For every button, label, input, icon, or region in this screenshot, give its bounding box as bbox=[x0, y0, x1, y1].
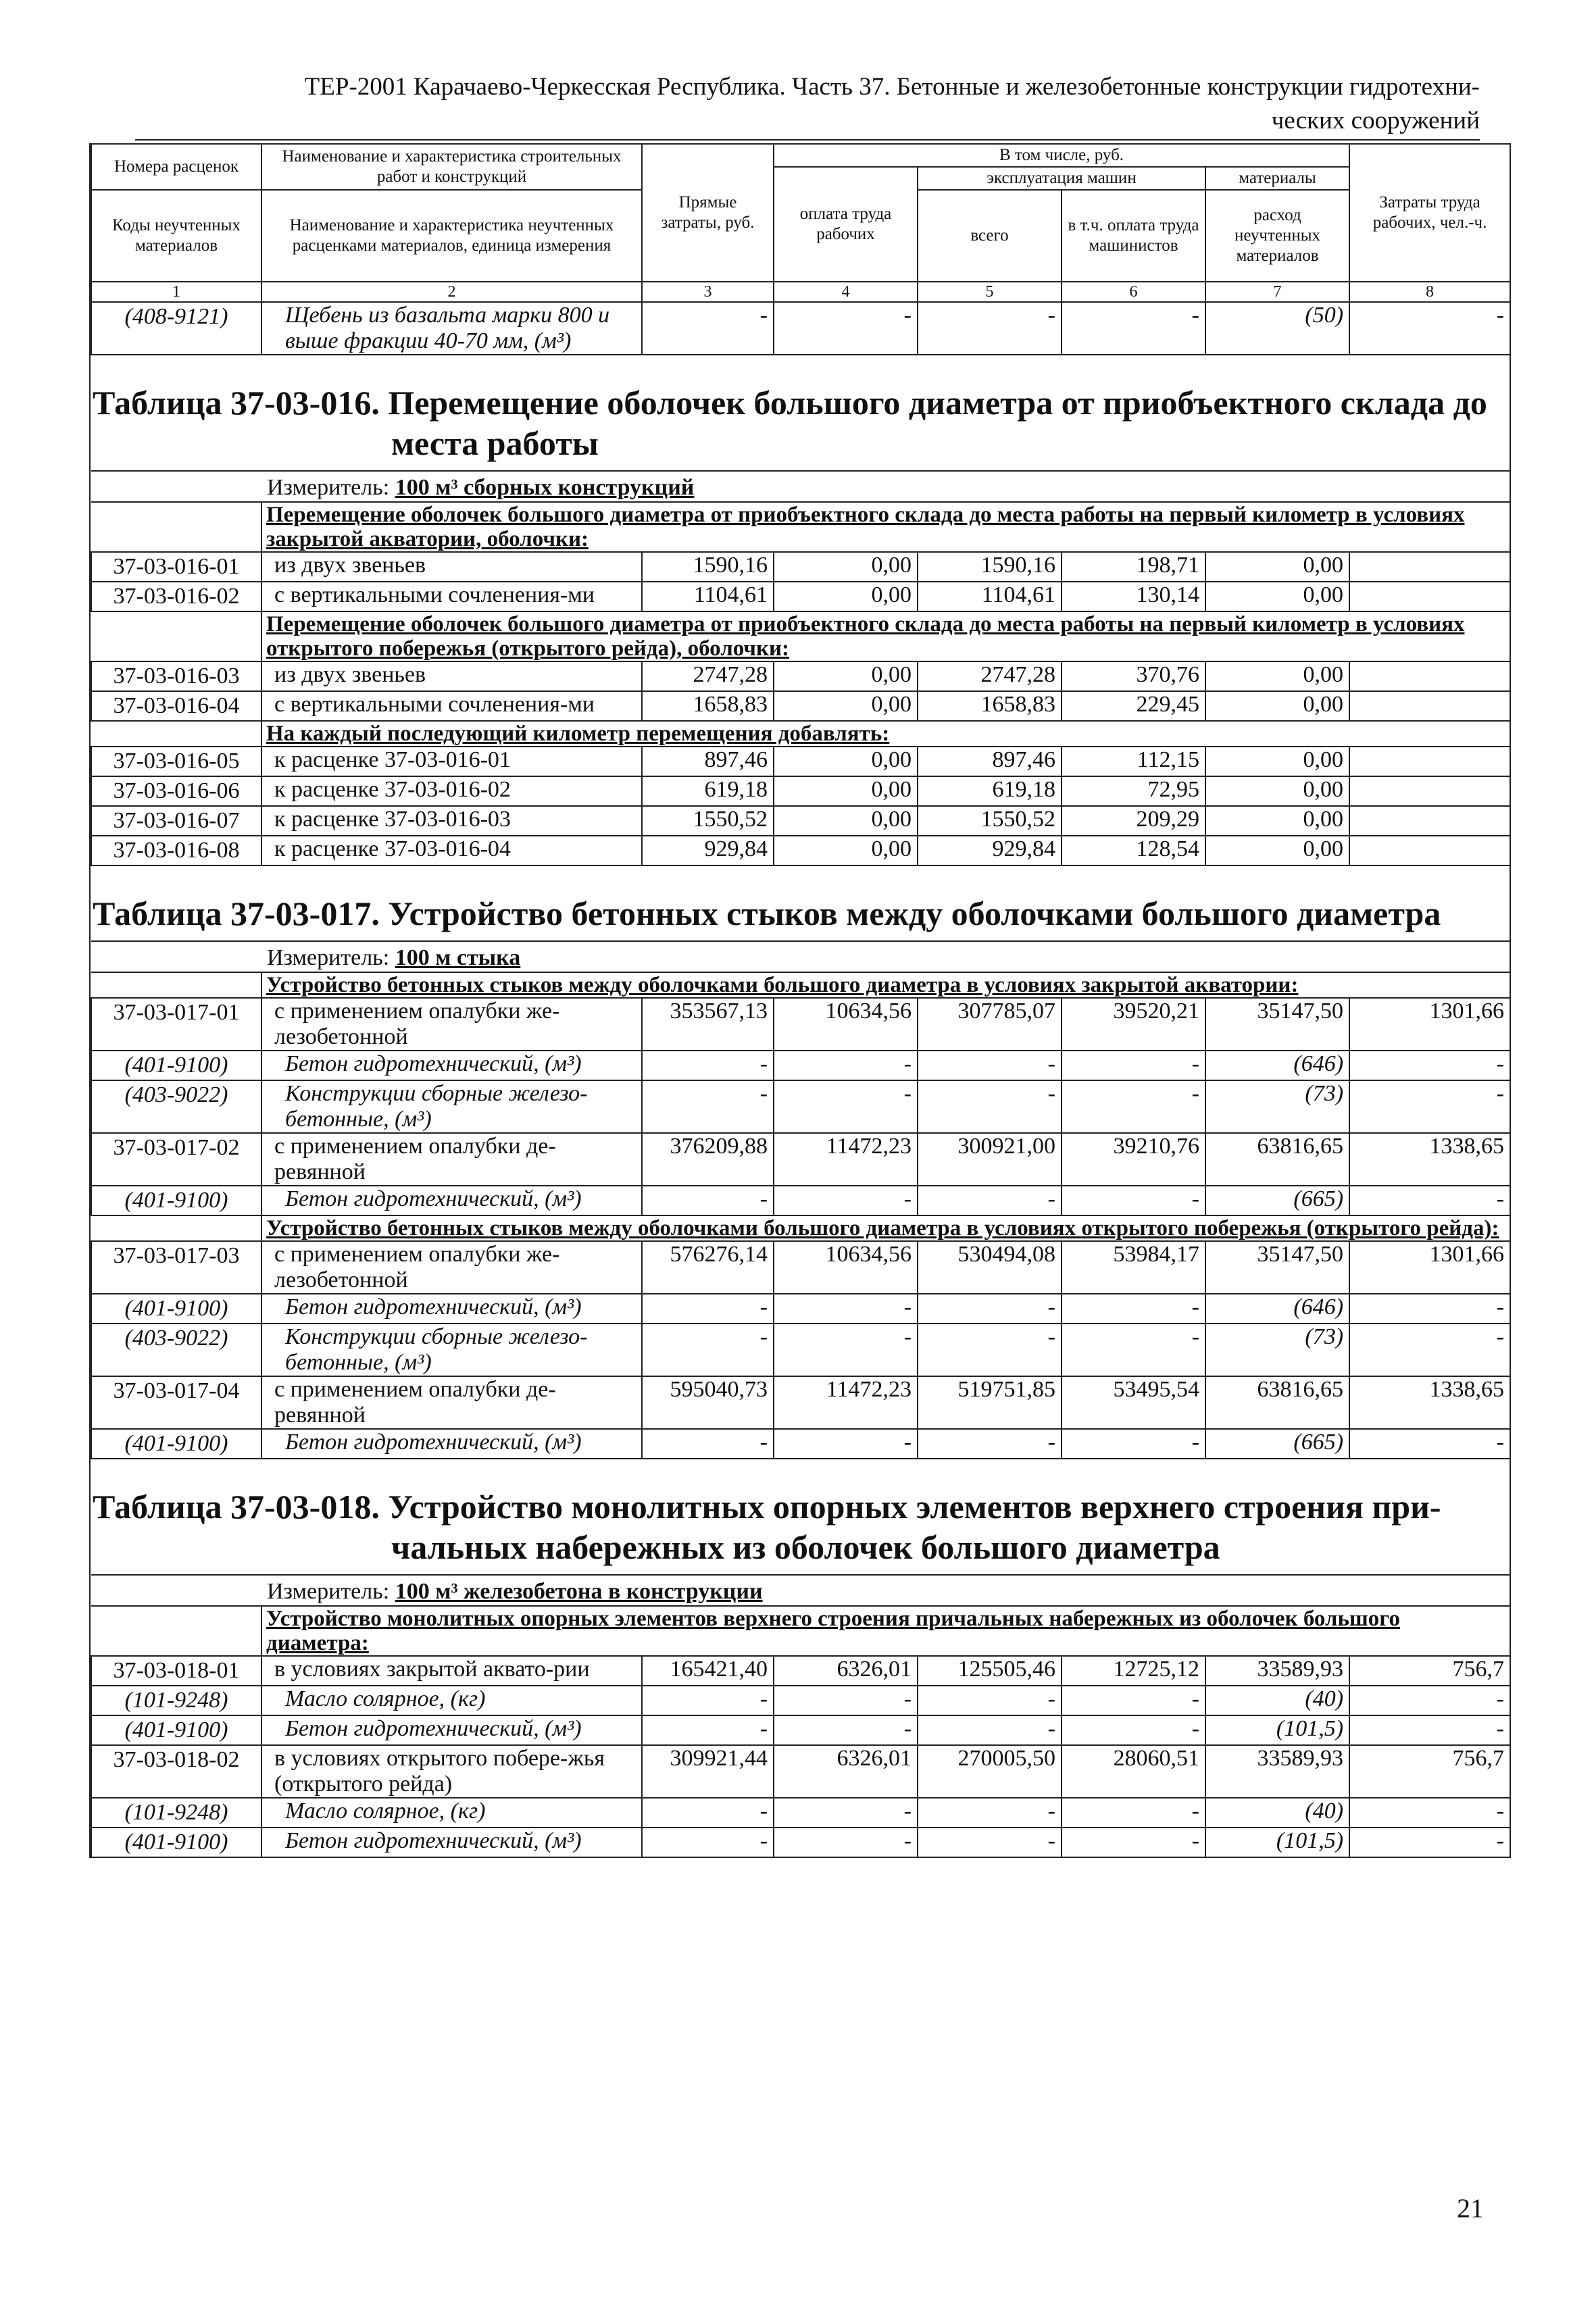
section-blank bbox=[91, 721, 261, 747]
rate-code: 37-03-017-02 bbox=[91, 1133, 261, 1186]
cell: 11472,23 bbox=[774, 1133, 918, 1186]
cell: 12725,12 bbox=[1062, 1656, 1205, 1686]
cell: 309921,44 bbox=[642, 1745, 774, 1798]
table-row bbox=[91, 552, 1510, 582]
cell: 929,84 bbox=[918, 836, 1062, 865]
cell: - bbox=[1062, 1686, 1205, 1715]
section-row bbox=[91, 1215, 1510, 1241]
cell: 619,18 bbox=[918, 776, 1062, 806]
table-title-line: Таблица 37-03-016. Перемещение оболочек большого диаметра от приобъектного склада до bbox=[93, 384, 1487, 422]
cell bbox=[1349, 747, 1510, 776]
cell: (101,5) bbox=[1205, 1828, 1349, 1857]
header-name: Наименование и характеристика строительных работ и конструкций bbox=[261, 144, 642, 190]
table-row bbox=[91, 776, 1510, 806]
table-row bbox=[91, 1686, 1510, 1715]
cell: - bbox=[1062, 1186, 1205, 1215]
section-cell bbox=[261, 721, 1510, 747]
cell: - bbox=[1349, 1828, 1510, 1857]
table-row bbox=[91, 1828, 1510, 1857]
cell: 229,45 bbox=[1062, 691, 1205, 721]
cell: 1658,83 bbox=[642, 691, 774, 721]
running-head-line1: ТЕР-2001 Карачаево-Черкесская Республика. Часть 37. Бетонные и железобетонные конструкции гидротехни- bbox=[304, 73, 1480, 101]
col-number: 6 bbox=[1062, 282, 1205, 302]
cell: 2747,28 bbox=[642, 661, 774, 691]
table-row bbox=[91, 1376, 1510, 1429]
rate-code: (401-9100) bbox=[91, 1429, 261, 1459]
rate-name: Масло солярное, (кг) bbox=[261, 1686, 642, 1715]
table-row bbox=[91, 1745, 1510, 1798]
col-number: 7 bbox=[1205, 282, 1349, 302]
cell: - bbox=[1062, 1051, 1205, 1080]
table-row bbox=[91, 302, 1510, 355]
cell: 0,00 bbox=[774, 552, 918, 582]
rate-code: 37-03-017-01 bbox=[91, 998, 261, 1051]
rate-name: к расценке 37-03-016-01 bbox=[261, 747, 642, 776]
cell: - bbox=[1349, 302, 1510, 355]
measure-row bbox=[91, 471, 1510, 502]
section-cell bbox=[261, 611, 1510, 661]
measure-row bbox=[91, 1575, 1510, 1606]
header-material-codes: Коды неучтенных материалов bbox=[91, 190, 261, 282]
header-group: В том числе, руб. bbox=[774, 144, 1349, 167]
cell: - bbox=[774, 1186, 918, 1215]
rates-document bbox=[89, 143, 1511, 1858]
cell: 756,7 bbox=[1349, 1656, 1510, 1686]
rate-code: (101-9248) bbox=[91, 1686, 261, 1715]
cell: - bbox=[1349, 1294, 1510, 1324]
rate-code: 37-03-016-06 bbox=[91, 776, 261, 806]
header-machines: эксплуатация машин bbox=[918, 167, 1205, 190]
header-wages: оплата труда рабочих bbox=[774, 167, 918, 282]
rate-name: Конструкции сборные железо-бетонные, (м³) bbox=[261, 1080, 642, 1133]
cell: 39520,21 bbox=[1062, 998, 1205, 1051]
cell: 33589,93 bbox=[1205, 1656, 1349, 1686]
rate-name: с применением опалубки де-ревянной bbox=[261, 1376, 642, 1429]
cell: - bbox=[642, 302, 774, 355]
cell: 0,00 bbox=[1205, 836, 1349, 865]
cell: 72,95 bbox=[1062, 776, 1205, 806]
col-number: 2 bbox=[261, 282, 642, 302]
cell: 270005,50 bbox=[918, 1745, 1062, 1798]
rate-name: с применением опалубки же-лезобетонной bbox=[261, 1241, 642, 1294]
cell: - bbox=[1062, 1798, 1205, 1828]
cell: 0,00 bbox=[1205, 691, 1349, 721]
rate-name: с применением опалубки де-ревянной bbox=[261, 1133, 642, 1186]
cell: - bbox=[1349, 1051, 1510, 1080]
cell: - bbox=[918, 1080, 1062, 1133]
material-name: Щебень из базальта марки 800 и выше фракции 40-70 мм, (м³) bbox=[261, 302, 642, 355]
cell: - bbox=[918, 302, 1062, 355]
cell: 35147,50 bbox=[1205, 1241, 1349, 1294]
cell: 53495,54 bbox=[1062, 1376, 1205, 1429]
rate-name: из двух звеньев bbox=[261, 661, 642, 691]
cell: 2747,28 bbox=[918, 661, 1062, 691]
col-number: 4 bbox=[774, 282, 918, 302]
cell: - bbox=[1062, 1080, 1205, 1133]
cell: - bbox=[1062, 302, 1205, 355]
cell: - bbox=[774, 1828, 918, 1857]
cell: - bbox=[1349, 1715, 1510, 1745]
cell: (665) bbox=[1205, 1186, 1349, 1215]
cell: 0,00 bbox=[774, 747, 918, 776]
cell: (101,5) bbox=[1205, 1715, 1349, 1745]
table-header bbox=[91, 144, 1510, 302]
cell: - bbox=[1349, 1324, 1510, 1376]
rate-name: Бетон гидротехнический, (м³) bbox=[261, 1051, 642, 1080]
cell: - bbox=[918, 1715, 1062, 1745]
cell: 0,00 bbox=[1205, 552, 1349, 582]
table-title bbox=[91, 865, 1510, 941]
table-row bbox=[91, 998, 1510, 1051]
section-blank bbox=[91, 1215, 261, 1241]
header-machines-total: всего bbox=[918, 190, 1062, 282]
cell: 519751,85 bbox=[918, 1376, 1062, 1429]
rate-name: в условиях закрытой аквато-рии bbox=[261, 1656, 642, 1686]
measure-label: Измеритель: bbox=[267, 945, 395, 970]
cell: - bbox=[918, 1828, 1062, 1857]
cell: 198,71 bbox=[1062, 552, 1205, 582]
rate-code: (401-9100) bbox=[91, 1294, 261, 1324]
cell: (646) bbox=[1205, 1294, 1349, 1324]
cell: - bbox=[774, 302, 918, 355]
page-number: 21 bbox=[1457, 2193, 1484, 2223]
cell: 1104,61 bbox=[918, 582, 1062, 611]
section-title: На каждый последующий километр перемещения добавлять: bbox=[266, 722, 890, 746]
rate-code: 37-03-016-07 bbox=[91, 806, 261, 836]
rate-code: (403-9022) bbox=[91, 1324, 261, 1376]
cell: - bbox=[642, 1080, 774, 1133]
cell: 929,84 bbox=[642, 836, 774, 865]
measure-label: Измеритель: bbox=[267, 475, 395, 500]
table-title-line: места работы bbox=[391, 424, 599, 462]
section-blank bbox=[91, 611, 261, 661]
rate-code: (401-9100) bbox=[91, 1715, 261, 1745]
cell bbox=[1349, 661, 1510, 691]
table-row bbox=[91, 1241, 1510, 1294]
cell: - bbox=[774, 1429, 918, 1459]
cell: 619,18 bbox=[642, 776, 774, 806]
cell: 35147,50 bbox=[1205, 998, 1349, 1051]
cell bbox=[1349, 582, 1510, 611]
header-machinists-wages: в т.ч. оплата труда машинистов bbox=[1062, 190, 1205, 282]
cell: 1338,65 bbox=[1349, 1133, 1510, 1186]
rate-code: 37-03-016-02 bbox=[91, 582, 261, 611]
rate-name: с вертикальными сочленения-ми bbox=[261, 691, 642, 721]
cell: 1301,66 bbox=[1349, 1241, 1510, 1294]
cell: - bbox=[918, 1186, 1062, 1215]
rate-name: Бетон гидротехнический, (м³) bbox=[261, 1186, 642, 1215]
section-blank bbox=[91, 1606, 261, 1656]
cell: 165421,40 bbox=[642, 1656, 774, 1686]
cell: 6326,01 bbox=[774, 1656, 918, 1686]
rate-name: Бетон гидротехнический, (м³) bbox=[261, 1715, 642, 1745]
section-title: Устройство бетонных стыков между оболочками большого диаметра в условиях закрытой акватории: bbox=[266, 973, 1299, 997]
measure-label: Измеритель: bbox=[267, 1579, 395, 1604]
header-materials-use: расход неучтенных материалов bbox=[1205, 190, 1349, 282]
measure-row bbox=[91, 941, 1510, 972]
running-head bbox=[135, 70, 1480, 141]
table-title bbox=[91, 355, 1510, 471]
cell: 1550,52 bbox=[642, 806, 774, 836]
cell: 130,14 bbox=[1062, 582, 1205, 611]
rates-table bbox=[91, 143, 1511, 1858]
rate-code: 37-03-016-03 bbox=[91, 661, 261, 691]
section-title: Устройство бетонных стыков между оболочками большого диаметра в условиях открытого побережья (открытого рейда): bbox=[266, 1216, 1499, 1240]
cell: - bbox=[1062, 1828, 1205, 1857]
col-number: 8 bbox=[1349, 282, 1510, 302]
rate-code: 37-03-016-01 bbox=[91, 552, 261, 582]
rate-name: Конструкции сборные железо-бетонные, (м³) bbox=[261, 1324, 642, 1376]
cell: - bbox=[642, 1715, 774, 1745]
cell bbox=[1349, 836, 1510, 865]
header-codes: Номера расценок bbox=[91, 144, 261, 190]
cell: - bbox=[642, 1294, 774, 1324]
cell: - bbox=[918, 1294, 1062, 1324]
cell: - bbox=[1062, 1324, 1205, 1376]
rate-code: (101-9248) bbox=[91, 1798, 261, 1828]
header-numbers bbox=[91, 282, 1510, 302]
rate-code: 37-03-016-04 bbox=[91, 691, 261, 721]
table-row bbox=[91, 1715, 1510, 1745]
rate-code: (401-9100) bbox=[91, 1051, 261, 1080]
rate-name: к расценке 37-03-016-03 bbox=[261, 806, 642, 836]
cell: 128,54 bbox=[1062, 836, 1205, 865]
cell: 1550,52 bbox=[918, 806, 1062, 836]
rate-code: 37-03-017-04 bbox=[91, 1376, 261, 1429]
cell: 0,00 bbox=[1205, 806, 1349, 836]
cell: 53984,17 bbox=[1062, 1241, 1205, 1294]
col-number: 1 bbox=[91, 282, 261, 302]
section-cell bbox=[261, 972, 1510, 998]
measure-value: 100 м³ сборных конструкций bbox=[395, 475, 695, 500]
cell: 1658,83 bbox=[918, 691, 1062, 721]
cell: 6326,01 bbox=[774, 1745, 918, 1798]
cell: (40) bbox=[1205, 1686, 1349, 1715]
rate-name: к расценке 37-03-016-04 bbox=[261, 836, 642, 865]
cell: (73) bbox=[1205, 1080, 1349, 1133]
cell: - bbox=[642, 1324, 774, 1376]
cell: 353567,13 bbox=[642, 998, 774, 1051]
cell: 307785,07 bbox=[918, 998, 1062, 1051]
cell: (73) bbox=[1205, 1324, 1349, 1376]
cell: 112,15 bbox=[1062, 747, 1205, 776]
cell: 0,00 bbox=[1205, 776, 1349, 806]
cell: 28060,51 bbox=[1062, 1745, 1205, 1798]
cell: (646) bbox=[1205, 1051, 1349, 1080]
table-row bbox=[91, 1186, 1510, 1215]
cell: (665) bbox=[1205, 1429, 1349, 1459]
cell: 0,00 bbox=[1205, 747, 1349, 776]
cell: - bbox=[774, 1051, 918, 1080]
rate-code: 37-03-018-02 bbox=[91, 1745, 261, 1798]
rate-name: с применением опалубки же-лезобетонной bbox=[261, 998, 642, 1051]
running-head-line2: ческих сооружений bbox=[1271, 107, 1480, 134]
table-title-line: Таблица 37-03-017. Устройство бетонных стыков между оболочками большого диаметра bbox=[93, 895, 1441, 932]
table-row bbox=[91, 1324, 1510, 1376]
cell: 897,46 bbox=[642, 747, 774, 776]
table-row bbox=[91, 582, 1510, 611]
table-row bbox=[91, 1080, 1510, 1133]
cell: 1338,65 bbox=[1349, 1376, 1510, 1429]
table-row bbox=[91, 836, 1510, 865]
cell: 595040,73 bbox=[642, 1376, 774, 1429]
cell: - bbox=[774, 1715, 918, 1745]
table-title-line: Таблица 37-03-018. Устройство монолитных опорных элементов верхнего строения при- bbox=[93, 1488, 1441, 1526]
measure-value: 100 м стыка bbox=[395, 945, 521, 970]
cell bbox=[1349, 776, 1510, 806]
cell bbox=[1349, 691, 1510, 721]
cell: 530494,08 bbox=[918, 1241, 1062, 1294]
cell bbox=[1349, 806, 1510, 836]
cell: 376209,88 bbox=[642, 1133, 774, 1186]
table-row bbox=[91, 661, 1510, 691]
rate-code: (403-9022) bbox=[91, 1080, 261, 1133]
cell: 63816,65 bbox=[1205, 1376, 1349, 1429]
cell: - bbox=[642, 1686, 774, 1715]
table-title bbox=[91, 1459, 1510, 1575]
cell: 10634,56 bbox=[774, 1241, 918, 1294]
cell: 1590,16 bbox=[918, 552, 1062, 582]
col-number: 3 bbox=[642, 282, 774, 302]
table-row bbox=[91, 1798, 1510, 1828]
cell: - bbox=[1062, 1715, 1205, 1745]
rate-name: Бетон гидротехнический, (м³) bbox=[261, 1828, 642, 1857]
section-title: Устройство монолитных опорных элементов верхнего строения причальных набережных из оболочек большого диаметра: bbox=[266, 1607, 1400, 1655]
cell: - bbox=[642, 1798, 774, 1828]
cell: - bbox=[1062, 1429, 1205, 1459]
cell: 39210,76 bbox=[1062, 1133, 1205, 1186]
cell: 1104,61 bbox=[642, 582, 774, 611]
header-materials: материалы bbox=[1205, 167, 1349, 190]
cell: 10634,56 bbox=[774, 998, 918, 1051]
rate-code: 37-03-017-03 bbox=[91, 1241, 261, 1294]
table-row bbox=[91, 806, 1510, 836]
cell: 0,00 bbox=[774, 661, 918, 691]
cell: - bbox=[918, 1798, 1062, 1828]
cell: 897,46 bbox=[918, 747, 1062, 776]
header-direct-costs: Прямые затраты, руб. bbox=[642, 144, 774, 282]
section-title: Перемещение оболочек большого диаметра от приобъектного склада до места работы на первый километр в условиях открытого побережья (открытого рейда), оболочки: bbox=[266, 612, 1465, 661]
cell: 33589,93 bbox=[1205, 1745, 1349, 1798]
cell: - bbox=[1062, 1294, 1205, 1324]
cell: - bbox=[774, 1798, 918, 1828]
cell: - bbox=[1349, 1080, 1510, 1133]
cell: 0,00 bbox=[774, 776, 918, 806]
section-row bbox=[91, 972, 1510, 998]
col-number: 5 bbox=[918, 282, 1062, 302]
table-row bbox=[91, 1656, 1510, 1686]
cell: 1301,66 bbox=[1349, 998, 1510, 1051]
rate-name: Бетон гидротехнический, (м³) bbox=[261, 1294, 642, 1324]
measure-value: 100 м³ железобетона в конструкции bbox=[395, 1579, 763, 1604]
cell: 125505,46 bbox=[918, 1656, 1062, 1686]
table-body bbox=[91, 302, 1510, 1857]
cell: - bbox=[1349, 1798, 1510, 1828]
cell: - bbox=[774, 1294, 918, 1324]
rate-name: Масло солярное, (кг) bbox=[261, 1798, 642, 1828]
cell: - bbox=[642, 1051, 774, 1080]
cell: 756,7 bbox=[1349, 1745, 1510, 1798]
cell: 0,00 bbox=[774, 806, 918, 836]
section-row bbox=[91, 721, 1510, 747]
rate-code: 37-03-016-05 bbox=[91, 747, 261, 776]
rate-name: из двух звеньев bbox=[261, 552, 642, 582]
rate-code: (401-9100) bbox=[91, 1186, 261, 1215]
cell: - bbox=[1349, 1686, 1510, 1715]
header-material-name: Наименование и характеристика неучтенных расценками материалов, единица измерения bbox=[261, 190, 642, 282]
cell: - bbox=[1349, 1429, 1510, 1459]
rate-name: в условиях открытого побере-жья (открытого рейда) bbox=[261, 1745, 642, 1798]
cell: 63816,65 bbox=[1205, 1133, 1349, 1186]
cell: - bbox=[642, 1186, 774, 1215]
table-title-line: чальных набережных из оболочек большого диаметра bbox=[391, 1528, 1220, 1566]
section-row bbox=[91, 502, 1510, 552]
cell: - bbox=[918, 1051, 1062, 1080]
cell: 11472,23 bbox=[774, 1376, 918, 1429]
rate-name: к расценке 37-03-016-02 bbox=[261, 776, 642, 806]
section-cell bbox=[261, 1215, 1510, 1241]
cell: 209,29 bbox=[1062, 806, 1205, 836]
rate-code: (401-9100) bbox=[91, 1828, 261, 1857]
table-row bbox=[91, 1294, 1510, 1324]
cell: - bbox=[774, 1686, 918, 1715]
section-row bbox=[91, 611, 1510, 661]
cell: 370,76 bbox=[1062, 661, 1205, 691]
rate-code: 37-03-016-08 bbox=[91, 836, 261, 865]
cell: - bbox=[774, 1080, 918, 1133]
header-labor: Затраты труда рабочих, чел.-ч. bbox=[1349, 144, 1510, 282]
cell: - bbox=[918, 1686, 1062, 1715]
section-cell bbox=[261, 1606, 1510, 1656]
cell: 1590,16 bbox=[642, 552, 774, 582]
cell: 0,00 bbox=[1205, 582, 1349, 611]
cell: - bbox=[918, 1429, 1062, 1459]
cell: - bbox=[1349, 1186, 1510, 1215]
cell: - bbox=[642, 1429, 774, 1459]
table-row bbox=[91, 691, 1510, 721]
cell: 0,00 bbox=[774, 582, 918, 611]
cell: 0,00 bbox=[774, 836, 918, 865]
material-code: (408-9121) bbox=[91, 302, 261, 355]
cell: - bbox=[918, 1324, 1062, 1376]
table-row bbox=[91, 1429, 1510, 1459]
section-title: Перемещение оболочек большого диаметра от приобъектного склада до места работы на первый километр в условиях закрытой акватории, оболочки: bbox=[266, 503, 1465, 551]
cell: - bbox=[642, 1828, 774, 1857]
cell: 0,00 bbox=[1205, 661, 1349, 691]
section-row bbox=[91, 1606, 1510, 1656]
cell: 300921,00 bbox=[918, 1133, 1062, 1186]
cell: 576276,14 bbox=[642, 1241, 774, 1294]
rate-code: 37-03-018-01 bbox=[91, 1656, 261, 1686]
table-row bbox=[91, 1051, 1510, 1080]
cell bbox=[1349, 552, 1510, 582]
table-row bbox=[91, 747, 1510, 776]
table-row bbox=[91, 1133, 1510, 1186]
cell: (50) bbox=[1205, 302, 1349, 355]
rate-name: с вертикальными сочленения-ми bbox=[261, 582, 642, 611]
section-blank bbox=[91, 972, 261, 998]
cell: (40) bbox=[1205, 1798, 1349, 1828]
cell: 0,00 bbox=[774, 691, 918, 721]
cell: - bbox=[774, 1324, 918, 1376]
rate-name: Бетон гидротехнический, (м³) bbox=[261, 1429, 642, 1459]
